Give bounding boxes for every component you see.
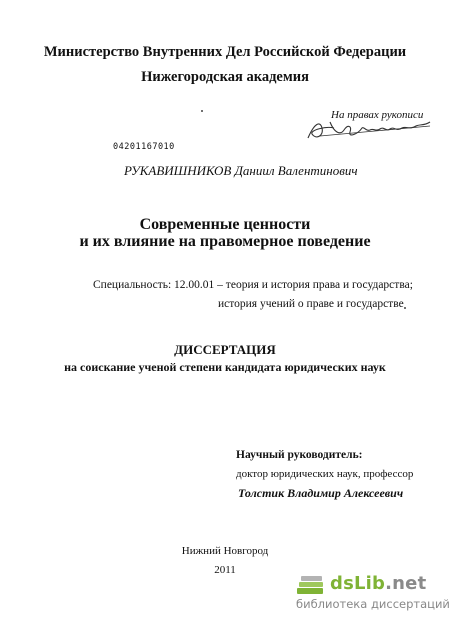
scan-speck [201,110,203,112]
author-name [124,163,358,179]
watermark-brand-ds: ds [330,573,354,594]
watermark-brand [330,573,426,594]
stacked-books-icon [296,573,326,597]
academy-heading: Нижегородская академия [141,69,309,85]
dissertation-subheading: на соискание ученой степени кандидата юридических наук [64,360,386,374]
advisor-label: Научный руководитель: [236,449,363,461]
advisor-name: Толстик Владимир Алексеевич [238,486,404,500]
author-given-names: Даниил Валентинович [234,163,358,178]
manuscript-rights-note: На правах рукописи [331,109,424,121]
year: 2011 [214,564,236,576]
dslib-watermark[interactable] [296,573,450,615]
specialty-line-1: Специальность: 12.00.01 – теория и история права и государства; [93,279,413,291]
dissertation-heading: ДИССЕРТАЦИЯ [174,342,276,357]
watermark-brand-net: .net [385,573,427,594]
ministry-heading: Министерство Внутренних Дел Российской Федерации [43,44,407,60]
handwritten-signature [300,114,435,144]
specialty-line-2: история учений о праве и государстве [218,298,404,310]
watermark-brand-lib: Lib [354,573,386,594]
dissertation-title-line-1: Современные ценности [139,216,311,233]
dissertation-title-line-2: и их влияние на правомерное поведение [79,233,371,250]
advisor-degree: доктор юридических наук, профессор [236,468,414,480]
watermark-tagline: библиотека диссертаций [296,597,450,611]
city: Нижний Новгород [181,545,269,557]
scan-speck [404,307,406,309]
author-surname: РУКАВИШНИКОВ [124,163,232,178]
document-registration-number: 04201167010 [113,142,175,152]
